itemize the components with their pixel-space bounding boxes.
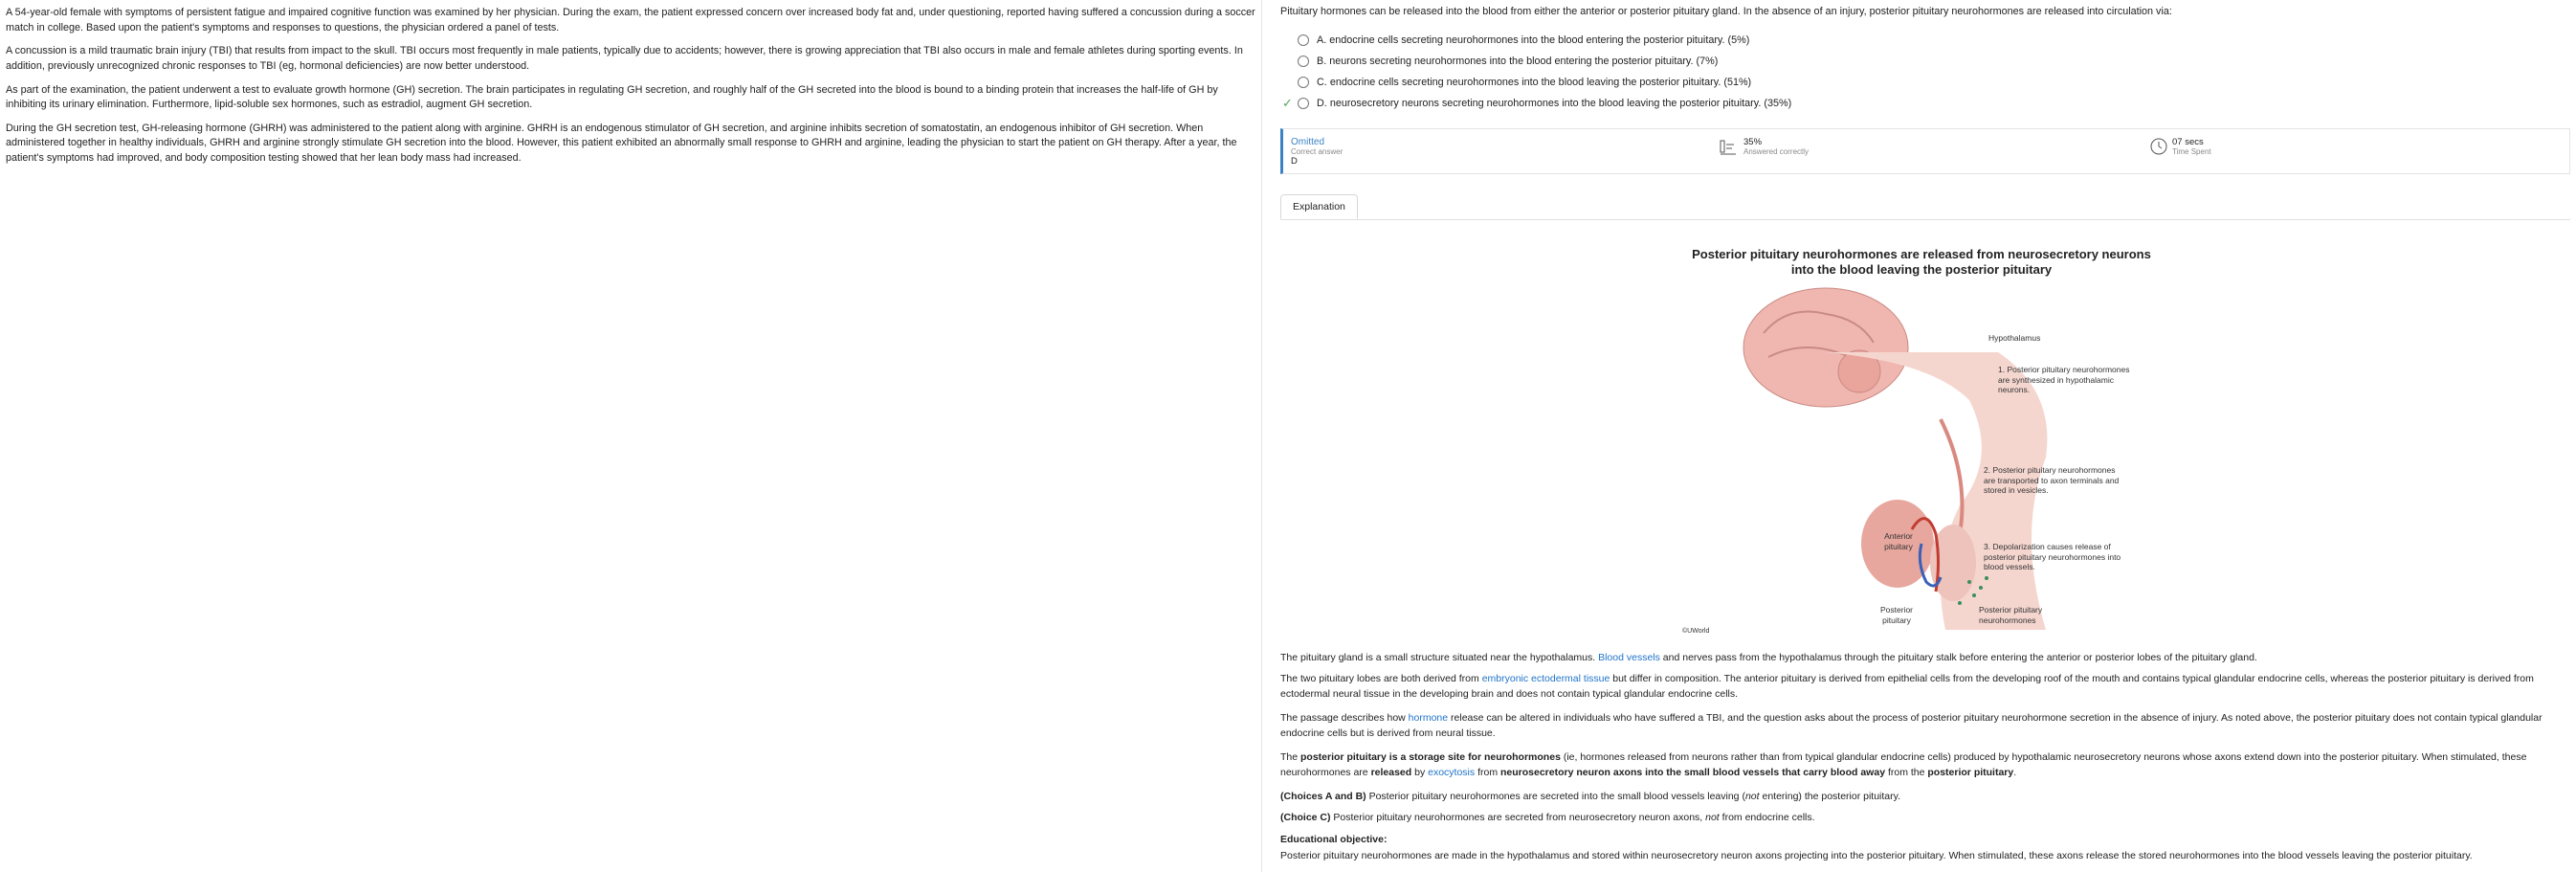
status-label: Omitted — [1291, 137, 1325, 147]
percent-block — [1719, 137, 1809, 156]
text: The — [1280, 751, 1301, 763]
text-bold: posterior pituitary — [1927, 767, 2014, 779]
stats-bar — [1280, 128, 2570, 174]
text: and nerves pass from the hypothalamus through the pituitary stalk before entering the anterior or posterior lobes of the pituitary gland. — [1659, 652, 2257, 663]
neurohormones-label: Posterior pituitary neurohormones — [1979, 605, 2043, 625]
choice-letter: C. — [1317, 77, 1327, 88]
text: but differ in composition. The anterior pituitary is derived from epithelial cells from the developing roof of the mouth and contains typical glandular endocrine cells, whereas the posterior pituitary is derived from ectodermal neural tissue in the developing brain and does not contain typical glandular endocrine cells. — [1280, 673, 2534, 701]
status-block — [1291, 137, 1343, 167]
radio-button[interactable] — [1298, 98, 1309, 109]
panel-divider[interactable] — [1261, 0, 1262, 872]
neurohormone-dot — [1967, 580, 1971, 584]
neurohormone-dot — [1985, 576, 1988, 580]
radio-button[interactable] — [1298, 56, 1309, 67]
choice-a[interactable] — [1298, 32, 1749, 49]
clock-icon — [2149, 137, 2168, 156]
correct-answer-value: D — [1291, 156, 1298, 167]
radio-button[interactable] — [1298, 77, 1309, 88]
text: from the — [1885, 767, 1928, 779]
passage-paragraph: As part of the examination, the patient underwent a test to evaluate growth hormone (GH) secretion. The brain participates in regulating GH secretion, and roughly half of the GH secreted into the blood is bound to a binding protein that increases the half-life of GH by inhibiting its urinary elimination. Furthermore, lipid-soluble sex hormones, such as estradiol, augment GH secretion. — [6, 83, 1218, 111]
explanation-paragraph — [1280, 710, 2570, 742]
text-bold: neurosecretory neuron axons into the small blood vessels that carry blood away — [1500, 767, 1886, 779]
choice-percent: (51%) — [1723, 77, 1752, 88]
text: from — [1475, 767, 1500, 779]
link-hormone[interactable]: hormone — [1408, 712, 1449, 724]
step3-label: 3. Depolarization causes release of posterior pituitary neurohormones into blood vessels. — [1984, 542, 2121, 572]
correct-answer-label: Correct answer — [1291, 147, 1344, 156]
percent-label: Answered correctly — [1743, 147, 1810, 156]
text: The pituitary gland is a small structure situated near the hypothalamus. — [1280, 652, 1599, 663]
radio-button[interactable] — [1298, 34, 1309, 46]
choice-percent: (5%) — [1727, 34, 1750, 46]
explanation-figure — [1682, 247, 2161, 641]
text: (ie, hormones released from neurons rather than from typical glandular endocrine cells) produced by hypothalamic neurosecretory neurons whose axons extend down into the posterior pituitary. When stimulated, these neurohormones are — [1280, 751, 2527, 779]
text: entering) the posterior pituitary. — [1759, 791, 1901, 802]
text: from endocrine cells. — [1719, 812, 1815, 823]
step2-label: 2. Posterior pituitary neurohormones are transported to axon terminals and stored in vesicles. — [1984, 465, 2120, 496]
question-panel — [1280, 0, 2570, 872]
passage-paragraph: During the GH secretion test, GH-releasing hormone (GHRH) was administered to the patient along with arginine. GHRH is an endogenous stimulator of GH secretion, and arginine inhibits secretion of somatostatin, an endogenous inhibitor of GH secretion. When administered together in healthy individuals, GHRH and arginine strongly stimulate GH secretion into the blood. However, this patient exhibited an abnormally small response to GHRH and arginine, leading the physician to start the patient on GH therapy. After a year, the patient's symptoms had improved, and body composition testing showed that her lean body mass had increased. — [6, 122, 1237, 165]
text-bold: posterior pituitary is a storage site for neurohormones — [1300, 751, 1561, 763]
choice-letter: B. — [1317, 56, 1327, 67]
text: Posterior pituitary neurohormones are secreted from neurosecretory neuron axons, — [1330, 812, 1706, 823]
explanation-paragraph — [1280, 650, 2570, 665]
posterior-pituitary-label: Posterior pituitary — [1879, 605, 1913, 625]
text-bold: released — [1370, 767, 1412, 779]
question-stem: Pituitary hormones can be released into the blood from either the anterior or posterior pituitary gland. In the absence of an injury, posterior pituitary neurohormones are released into circulation via: — [1280, 6, 2172, 17]
link-blood-vessels[interactable]: Blood vessels — [1598, 652, 1660, 663]
text: The two pituitary lobes are both derived from — [1280, 673, 1482, 684]
choice-letter: A. — [1317, 34, 1327, 46]
link-ectodermal-tissue[interactable]: embryonic ectodermal tissue — [1481, 673, 1610, 684]
checkmark-icon: ✓ — [1282, 96, 1293, 110]
time-label: Time Spent — [2172, 147, 2211, 156]
choice-text: endocrine cells secreting neurohormones into the blood entering the posterior pituitary. — [1329, 34, 1725, 46]
tab-explanation[interactable]: Explanation — [1280, 194, 1358, 219]
text: The passage describes how — [1280, 712, 1409, 724]
text-bold: (Choices A and B) — [1280, 791, 1366, 802]
choice-percent: (7%) — [1696, 56, 1719, 67]
choice-text: neurosecretory neurons secreting neurohormones into the blood leaving the posterior pituitary. — [1329, 98, 1762, 109]
time-value: 07 secs — [2172, 137, 2204, 147]
choice-d[interactable] — [1282, 95, 1792, 112]
bar-chart-icon — [1719, 137, 1738, 156]
tab-bar — [1280, 194, 2570, 220]
objective-title: Educational objective: — [1280, 834, 1388, 845]
step1-label: 1. Posterior pituitary neurohormones are synthesized in hypothalamic neurons. — [1998, 365, 2130, 395]
link-exocytosis[interactable]: exocytosis — [1428, 767, 1476, 779]
anterior-pituitary-label: Anterior pituitary — [1884, 531, 1913, 551]
neurohormone-dot — [1958, 601, 1962, 605]
passage-paragraph: A concussion is a mild traumatic brain injury (TBI) that results from impact to the skull. TBI occurs most frequently in male patients, typically due to accidents; however, there is growing appreciation that TBI also occurs in male and female athletes during sporting events. In addition, previously unrecognized chronic responses to TBI (eg, hormonal deficiencies) are now better understood. — [6, 45, 1243, 72]
neurohormone-dot — [1972, 593, 1976, 597]
percent-value: 35% — [1743, 137, 1763, 147]
explanation-paragraph — [1280, 749, 2570, 781]
time-block — [2149, 137, 2211, 156]
copyright-label: ©UWorld — [1682, 628, 1710, 635]
text-italic: not — [1705, 812, 1720, 823]
choice-c[interactable] — [1298, 74, 1751, 91]
choice-text: neurons secreting neurohormones into the blood entering the posterior pituitary. — [1329, 56, 1694, 67]
text: Posterior pituitary neurohormones are secreted into the small blood vessels leaving ( — [1366, 791, 1745, 802]
figure-title: Posterior pituitary neurohormones are released from neurosecretory neurons into the blood leaving the posterior pituitary — [1692, 247, 2151, 278]
choice-percent: (35%) — [1764, 98, 1792, 109]
text: by — [1411, 767, 1429, 779]
text: release can be altered in individuals who have suffered a TBI, and the question asks about the process of posterior pituitary neurohormone secretion in the absence of injury. As noted above, the posterior pituitary does not contain typical glandular endocrine cells but is derived from neural tissue. — [1280, 712, 2543, 740]
passage-paragraph: A 54-year-old female with symptoms of persistent fatigue and impaired cognitive function was examined by her physician. During the exam, the patient expressed concern over increased body fat and, under questioning, reported having suffered a concussion during a soccer match in college. Based upon the patient's symptoms and responses to questions, the physician ordered a panel of tests. — [6, 7, 1255, 34]
choice-b[interactable] — [1298, 53, 1718, 70]
objective-text: Posterior pituitary neurohormones are made in the hypothalamus and stored within neurosecretory neuron axons projecting into the posterior pituitary. When stimulated, these axons release the stored neurohormones into the blood vessels leaving the posterior pituitary. — [1280, 850, 2473, 861]
text-bold: (Choice C) — [1280, 812, 1331, 823]
text: . — [2013, 767, 2017, 779]
hypothalamus-label: Hypothalamus — [1988, 333, 2041, 343]
neurohormone-dot — [1979, 586, 1983, 590]
choice-letter: D. — [1317, 98, 1327, 109]
explanation-paragraph — [1280, 810, 2570, 825]
passage-panel — [0, 0, 1255, 872]
text-italic: not — [1744, 791, 1760, 802]
brain-shape — [1743, 288, 1908, 407]
explanation-paragraph — [1280, 789, 2570, 804]
choice-text: endocrine cells secreting neurohormones into the blood leaving the posterior pituitary. — [1329, 77, 1721, 88]
pituitary-illustration — [1682, 247, 2161, 641]
explanation-paragraph — [1280, 671, 2570, 703]
